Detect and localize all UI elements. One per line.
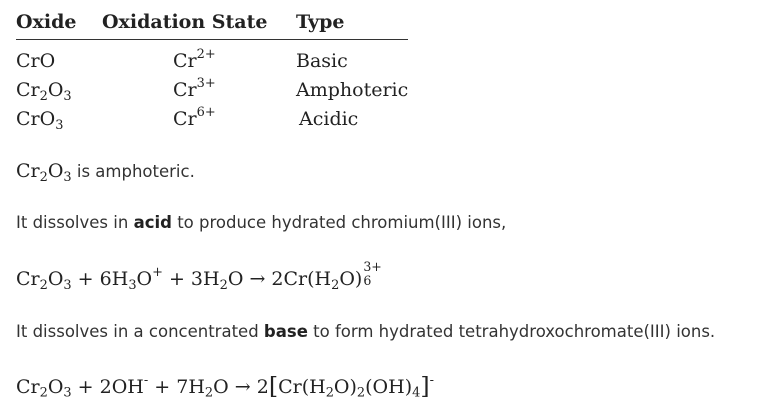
table-body bbox=[16, 40, 408, 135]
table-row bbox=[16, 48, 408, 77]
cell-oxidation-state: $Cr^{2+}$ bbox=[173, 46, 216, 72]
cell-oxidation-state: $Cr^{6+}$ bbox=[173, 104, 216, 130]
acid-equation: $Cr_2O_3 + 6H_3O^+ + 3H_2O \to 2Cr(H_2O)$ 3+ 6 bbox=[16, 259, 382, 293]
table-row bbox=[16, 106, 408, 135]
cell-type: Acidic bbox=[299, 108, 359, 130]
base-equation: $Cr_2O_3 + 2OH^- + 7H_2O \to 2[Cr(H_2O)_2(OH)_4]^-$ bbox=[16, 372, 434, 401]
oxide-table bbox=[16, 9, 408, 135]
cell-oxidation-state: $Cr^{3+}$ bbox=[173, 75, 216, 101]
table-header bbox=[16, 9, 408, 40]
cell-oxide: $Cr_2O_3$ bbox=[16, 79, 72, 104]
base-bold: base bbox=[263, 322, 308, 341]
cr2o3-formula: $Cr_2O_3$ bbox=[16, 160, 72, 185]
header-oxide: Oxide bbox=[16, 11, 77, 33]
cell-oxide: CrO$_3$ bbox=[16, 108, 64, 133]
cell-oxide: CrO bbox=[16, 50, 56, 72]
cell-type: Amphoteric bbox=[296, 79, 409, 101]
cell-type: Basic bbox=[296, 50, 348, 72]
base-paragraph: It dissolves in a concentrated base to form hydrated tetrahydroxochromate(III) ions. bbox=[16, 322, 716, 341]
table-row bbox=[16, 77, 408, 106]
header-oxidation-state: Oxidation State bbox=[102, 11, 268, 33]
acid-paragraph: It dissolves in acid to produce hydrated chromium(III) ions, bbox=[16, 213, 507, 232]
amphoteric-statement: $Cr_2O_3$ is amphoteric. bbox=[16, 160, 195, 185]
acid-bold: acid bbox=[133, 213, 172, 232]
charge-stack: 3+ 6 bbox=[363, 259, 382, 288]
header-type: Type bbox=[296, 11, 345, 33]
